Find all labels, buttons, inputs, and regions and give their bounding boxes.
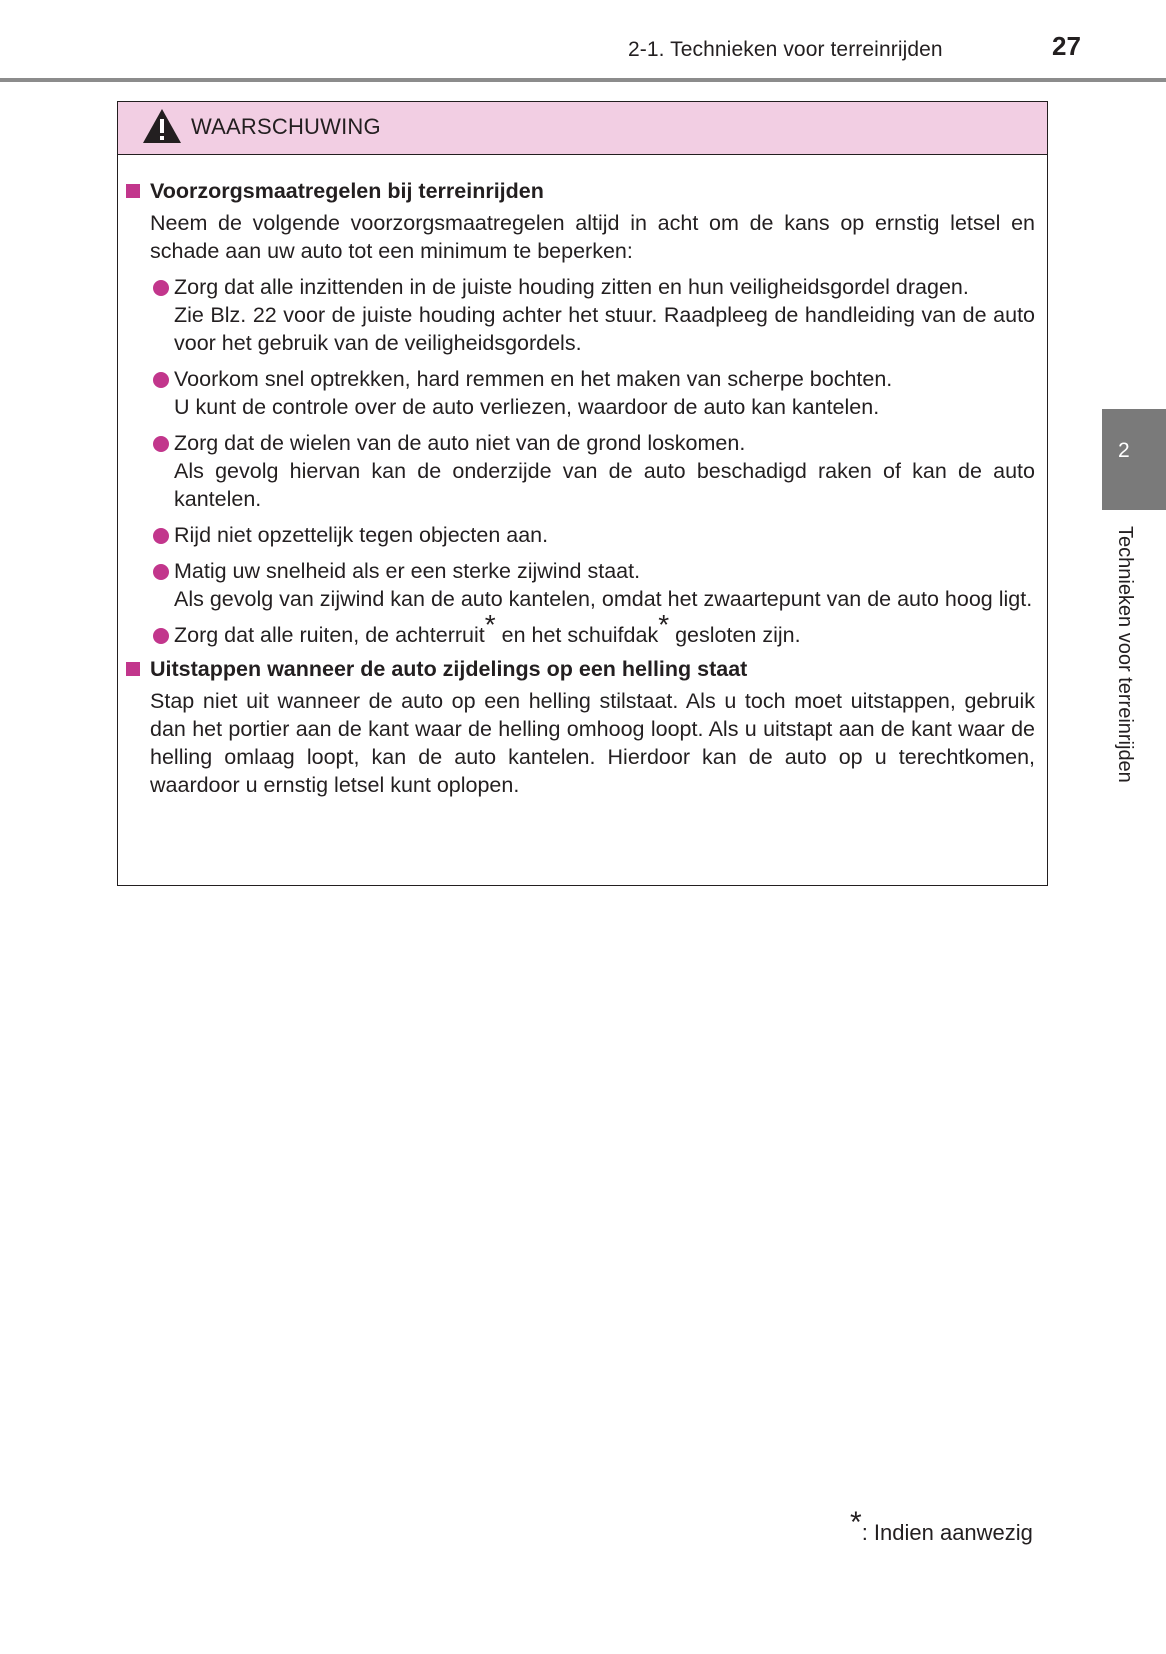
list-item: [124, 521, 1035, 549]
list-item-detail: Als gevolg hiervan kan de onderzijde van de auto beschadigd raken of kan de auto kantelen.: [174, 459, 1035, 511]
footnote: [850, 1506, 1033, 1546]
section-heading-text: Uitstappen wanneer de auto zijdelings op een helling staat: [150, 657, 748, 681]
circle-bullet-icon: [153, 372, 169, 388]
list-item-text: Matig uw snelheid als er een sterke zijwind staat.: [174, 559, 641, 583]
square-bullet-icon: [126, 662, 140, 676]
list-item: [124, 557, 1035, 613]
chapter-tab-number: 2: [1118, 439, 1130, 462]
list-item-text-part: Zorg dat alle ruiten, de achterruit: [174, 623, 485, 647]
circle-bullet-icon: [153, 280, 169, 296]
list-item-text: Zorg dat de wielen van de auto niet van de grond loskomen.: [174, 431, 746, 455]
section-heading-text: Voorzorgsmaatregelen bij terreinrijden: [150, 179, 544, 203]
list-item-text-part: en het schuifdak: [495, 623, 659, 647]
precaution-list: [124, 273, 1035, 649]
footnote-marker: *: [850, 1506, 862, 1539]
chapter-tab-label: Technieken voor terreinrijden: [1114, 526, 1136, 783]
list-item-text: Rijd niet opzettelijk tegen objecten aan.: [174, 523, 549, 547]
list-item: [124, 365, 1035, 421]
circle-bullet-icon: [153, 564, 169, 580]
section-title: 2-1. Technieken voor terreinrijden: [628, 38, 943, 61]
chapter-tab[interactable]: [1102, 409, 1166, 510]
list-item: [124, 429, 1035, 513]
list-item: [124, 273, 1035, 357]
list-item-detail: Zie Blz. 22 voor de juiste houding achter het stuur. Raadpleeg de handleiding van de auto voor het gebruik van de veiligheidsgordels.: [174, 303, 1035, 355]
list-item-detail: U kunt de controle over de auto verliezen, waardoor de auto kan kantelen.: [174, 395, 880, 419]
warning-header: [118, 102, 1047, 155]
warning-title: WAARSCHUWING: [191, 114, 381, 139]
section-intro: Neem de volgende voorzorgsmaatregelen altijd in acht om de kans op ernstig letsel en schade aan uw auto tot een minimum te beperken:: [150, 211, 1035, 263]
circle-bullet-icon: [153, 436, 169, 452]
square-bullet-icon: [126, 184, 140, 198]
footnote-marker: *: [484, 609, 496, 640]
header-divider: [0, 78, 1166, 82]
list-item: [124, 609, 1035, 649]
list-item-text: Zorg dat alle inzittenden in de juiste houding zitten en hun veiligheidsgordel dragen.: [174, 275, 969, 299]
warning-body: [118, 155, 1047, 799]
list-item-text: Voorkom snel optrekken, hard remmen en het maken van scherpe bochten.: [174, 367, 893, 391]
page-number: 27: [1052, 31, 1081, 61]
section-heading: [124, 655, 1035, 683]
footnote-marker: *: [658, 609, 670, 640]
warning-box: [117, 101, 1048, 886]
section-intro: Stap niet uit wanneer de auto op een helling stilstaat. Als u toch moet uitstappen, gebruik dan het portier aan de kant waar de helling omhoog loopt. Als u uitstapt aan de kant waar de helling omlaag loopt, kan de auto kantelen. Hierdoor kan de auto op u terechtkomen, waardoor u ernstig letsel kunt oplopen.: [150, 689, 1035, 797]
footnote-text: : Indien aanwezig: [861, 1520, 1033, 1545]
warning-triangle-icon: [142, 108, 182, 144]
circle-bullet-icon: [153, 528, 169, 544]
list-item-detail: Als gevolg van zijwind kan de auto kantelen, omdat het zwaartepunt van de auto hoog ligt.: [174, 587, 1033, 611]
list-item-text-part: gesloten zijn.: [669, 623, 801, 647]
list-item-text: [174, 609, 1035, 649]
section-heading: [124, 177, 1035, 205]
circle-bullet-icon: [153, 628, 169, 644]
